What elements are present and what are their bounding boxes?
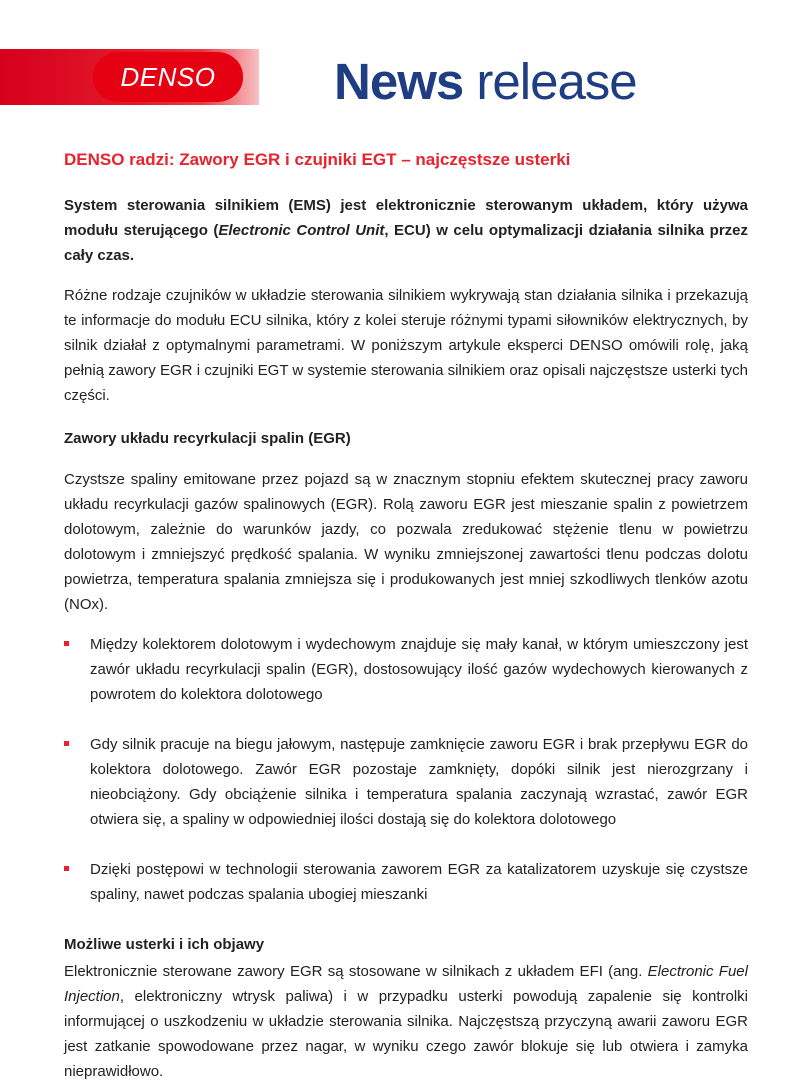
lead-text-italic: Electronic Control Unit (218, 222, 385, 239)
faults-text-2: , elektroniczny wtrysk paliwa) i w przypadku usterki powodują zapalenie się kontrolki informującej o uszkodzeniu w układzie sterowania silnika. Najczęstszą przyczyną awarii zaworu EGR jest zatkanie spowodowane przez nagar, w wyniku czego zawór blokuje się lub otwiera i zamyka nieprawidłowo. (64, 988, 748, 1080)
lead-paragraph (64, 193, 748, 268)
bullet-square-icon (64, 741, 69, 746)
list-item (64, 857, 748, 907)
section-faults-paragraph (64, 959, 748, 1084)
article-body (64, 143, 748, 1084)
intro-paragraph: Różne rodzaje czujników w układzie sterowania silnikiem wykrywają stan działania silnika i przekazują te informacje do modułu ECU silnika, który z kolei steruje różnymi typami siłowników elektrycznych, by silnik działał z optymalnymi parametrami. W poniższym artykule eksperci DENSO omówili rolę, jaką pełnią zawory EGR i czujniki EGT w systemie sterowania silnikiem oraz opisali najczęstsze usterki tych części. (64, 287, 748, 404)
list-item (64, 632, 748, 707)
bullet-text: Gdy silnik pracuje na biegu jałowym, następuje zamknięcie zaworu EGR i brak przepływu EGR do kolektora dolotowego. Zawór EGR pozostaje zamknięty, dopóki silnik jest nierozgrzany i nieobciążony. Gdy obciążenie silnika i temperatura spalania zaczynają wzrastać, zawór EGR otwiera się, a spaliny w odpowiedniej ilości dostają się do kolektora dolotowego (90, 736, 748, 828)
section-faults-title: Możliwe usterki i ich objawy (64, 936, 265, 953)
faults-text-1: Elektronicznie sterowane zawory EGR są stosowane w silnikach z układem EFI (ang. (64, 963, 648, 980)
lead-text-2: , ECU) w celu optymalizacji działania silnika przez cały czas. (64, 222, 748, 264)
title-bold-word: News (334, 53, 464, 110)
title-rest-word: release (463, 53, 637, 110)
article-headline: DENSO radzi: Zawory EGR i czujniki EGT – najczęstsze usterki (64, 150, 571, 169)
section-egr-title: Zawory układu recyrkulacji spalin (EGR) (64, 430, 351, 447)
bullet-text: Dzięki postępowi w technologii sterowania zaworem EGR za katalizatorem uzyskuje się czystsze spaliny, nawet podczas spalania ubogiej mieszanki (90, 861, 748, 903)
bullet-square-icon (64, 866, 69, 871)
egr-bullet-list (64, 632, 748, 907)
faults-text-italic: Electronic Fuel Injection (64, 963, 748, 1005)
list-item (64, 732, 748, 832)
section-egr-paragraph: Czystsze spaliny emitowane przez pojazd są w znacznym stopniu efektem skutecznej pracy zaworu układu recyrkulacji gazów spalinowych (EGR). Rolą zaworu EGR jest mieszanie spalin z powietrzem dolotowym, zależnie do warunków jazdy, co pozwala zredukować stężenie tlenu w powietrzu dolotowym i zmniejszyć prędkość spalania. W wyniku zmniejszonej zawartości tlenu podczas dolotu powietrza, temperatura spalania zmniejsza się i produkowanych jest mniej szkodliwych tlenków azotu (NOx). (64, 471, 748, 613)
bullet-square-icon (64, 641, 69, 646)
denso-logo-text: DENSO (120, 62, 216, 92)
lead-text-1: System sterowania silnikiem (EMS) jest elektronicznie sterowanym układem, który używa modułu sterującego ( (64, 197, 748, 239)
news-release-title (334, 52, 637, 112)
bullet-text: Między kolektorem dolotowym i wydechowym znajduje się mały kanał, w którym umieszczony jest zawór układu recyrkulacji spalin (EGR), dostosowujący ilość gazów wydechowych kierowanych z powrotem do kolektora dolotowego (90, 636, 748, 703)
